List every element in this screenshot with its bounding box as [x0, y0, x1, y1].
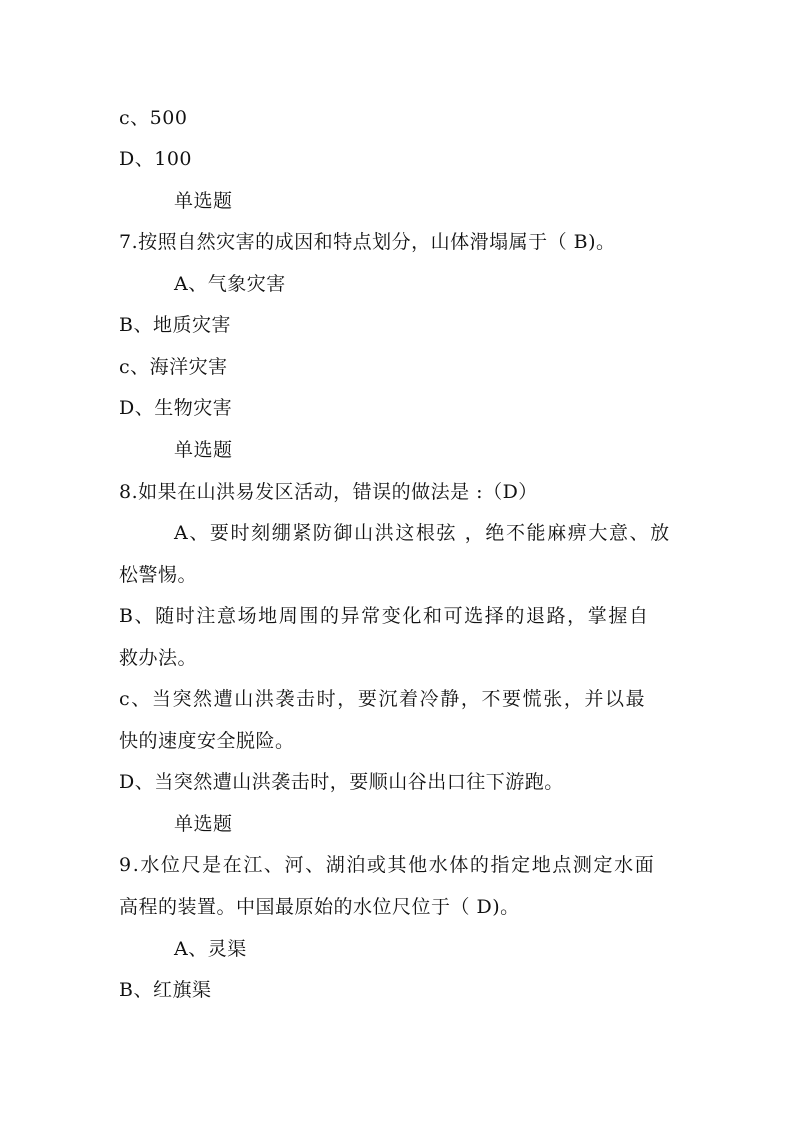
question-type-label: 单选题: [174, 190, 233, 212]
option-d-q7: D、生物灾害: [119, 397, 233, 419]
option-a-q7: A、气象灾害: [174, 273, 286, 295]
question-type-label: 单选题: [174, 813, 233, 835]
option-a-q8-cont: 松警惕。: [119, 564, 198, 586]
question-8: 8.如果在山洪易发区活动，错误的做法是 :（D）: [119, 481, 538, 503]
option-a-q8: A、要时刻绷紧防御山洪这根弦 ，绝不能麻痹大意、放: [174, 522, 671, 544]
option-c-q8-cont: 快的速度安全脱险。: [119, 730, 295, 752]
option-c-q6: c、500: [119, 107, 188, 129]
option-b-q8-cont: 救办法。: [119, 647, 198, 669]
option-b-q8: B、随时注意场地周围的异常变化和可选择的退路，掌握自: [119, 605, 650, 627]
option-b-q7: B、地质灾害: [119, 314, 231, 336]
option-d-q6: D、100: [119, 148, 192, 170]
option-c-q8: c、当突然遭山洪袭击时，要沉着冷静，不要慌张，并以最: [119, 688, 647, 710]
question-9-cont: 高程的装置。中国最原始的水位尺位于（ D)。: [119, 896, 520, 918]
option-b-q9: B、红旗渠: [119, 979, 212, 1001]
option-a-q9: A、灵渠: [174, 938, 247, 960]
option-c-q7: c、海洋灾害: [119, 356, 228, 378]
question-type-label: 单选题: [174, 439, 233, 461]
option-d-q8: D、当突然遭山洪袭击时，要顺山谷出口往下游跑。: [119, 771, 564, 793]
question-7: 7.按照自然灾害的成因和特点划分，山体滑塌属于（ B)。: [119, 231, 616, 253]
question-9: 9.水位尺是在江、河、湖泊或其他水体的指定地点测定水面: [119, 854, 656, 876]
